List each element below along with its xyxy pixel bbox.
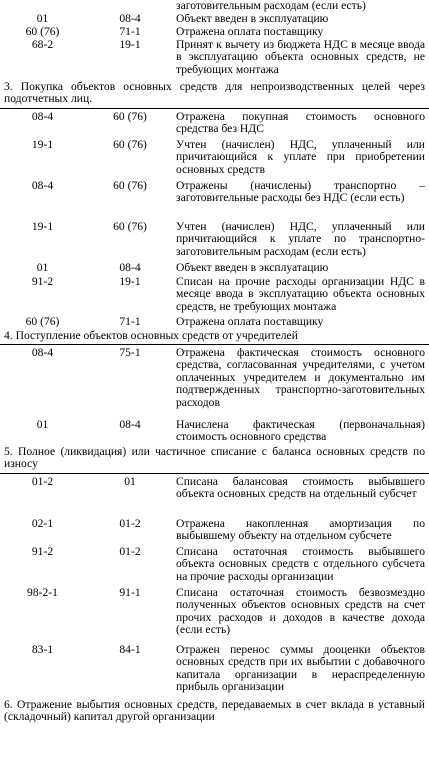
credit-account: 60 (76) — [113, 110, 147, 123]
debit-account: 19-1 — [31, 138, 54, 151]
operation-description: Начислена фактическая (первоначальная) стоимость основного средства — [176, 418, 425, 444]
debit-account: 08-4 — [31, 346, 54, 359]
operation-description: Списана балансовая стоимость выбывшего объекта основных средств на отдельный субсчет — [176, 475, 425, 501]
table-row — [0, 276, 429, 316]
section-3-title: 3. Покупка объектов основных средств для непроизводственных целей через подотчетных лиц. — [4, 80, 425, 106]
operation-description: Учтен (начислен) НДС, уплаченный или причитающийся к уплате по транспортно-заготовительным расходам (если есть) — [176, 220, 425, 258]
table-row — [0, 347, 429, 419]
operation-description: Списан на прочие расходы организации НДС в месяце ввода в эксплуатацию объекта основных средств, не требующих монтажа — [176, 275, 425, 313]
table-row — [0, 262, 429, 276]
table-row — [0, 139, 429, 180]
credit-account: 60 (76) — [113, 220, 147, 233]
credit-account: 91-1 — [119, 586, 141, 599]
debit-account: 01 — [36, 261, 49, 274]
operation-description: Списана остаточная стоимость выбывшего объекта основных средств с отдельного субсчета на прочие расходы организации — [176, 545, 425, 583]
debit-account: 83-1 — [31, 643, 54, 656]
operation-description: Объект введен в эксплуатацию — [176, 261, 329, 274]
table-row — [0, 546, 429, 587]
operation-description: Учтен (начислен) НДС, уплаченный или причитающийся к уплате при приобретении основных средств — [176, 138, 425, 176]
credit-account: 08-4 — [119, 261, 141, 274]
debit-account: 02-1 — [31, 517, 54, 530]
credit-account: 01 — [124, 475, 136, 488]
section-5-title: 5. Полное (ликвидация) или частичное списание с баланса основных средств по износу — [4, 445, 425, 471]
credit-account: 60 (76) — [113, 138, 147, 151]
table-row — [0, 221, 429, 262]
credit-account: 19-1 — [119, 38, 141, 51]
credit-account: 71-1 — [119, 25, 141, 38]
debit-account: 01-2 — [31, 475, 54, 488]
debit-account: 08-4 — [31, 110, 54, 123]
debit-account: 08-4 — [31, 179, 54, 192]
table-row — [0, 39, 429, 81]
table-row — [0, 316, 429, 330]
debit-account: 01 — [36, 418, 49, 431]
table-row — [0, 476, 429, 518]
credit-account: 01-2 — [119, 545, 141, 558]
section-4-title: 4. Поступление объектов основных средств от учредителей — [4, 329, 298, 342]
operation-description: Отражена оплата поставщику — [176, 25, 324, 38]
credit-account: 71-1 — [119, 315, 141, 328]
operation-description: Списана остаточная стоимость безвозмездно полученных объектов основных средств на счет прочих расходов и доходов в качестве дохода (если есть) — [176, 586, 425, 637]
debit-account: 60 (76) — [25, 315, 60, 328]
operation-description: Отражена фактическая стоимость основного средства, согласованная учредителями, с учетом оплаченных учредителем и документально им подтвержденных транспортно-заготовительных расходов — [176, 346, 425, 409]
debit-account: 60 (76) — [25, 25, 60, 38]
operation-description: Отражен перенос суммы дооценки объектов основных средств при их выбытии с добавочного капитала организации в нераспределенную прибыль организации — [176, 643, 425, 694]
operation-description: Принят к вычету из бюджета НДС в месяце ввода в эксплуатацию объекта основных средств, не требующих монтажа — [176, 38, 425, 76]
credit-account: 75-1 — [119, 346, 141, 359]
table-row — [0, 180, 429, 221]
operation-description: Отражена накопленная амортизация по выбывшему объекту на отдельном субсчете — [176, 517, 425, 543]
operation-description: Отражена оплата поставщику — [176, 315, 324, 328]
table-row — [0, 111, 429, 139]
credit-account: 19-1 — [119, 275, 141, 288]
debit-account: 91-2 — [31, 545, 54, 558]
top-fragment-text: заготовительным расходам (если есть) — [176, 0, 366, 12]
debit-account: 98-2-1 — [27, 586, 58, 599]
table-row — [0, 644, 429, 699]
table-row — [0, 518, 429, 546]
credit-account: 60 (76) — [113, 179, 147, 192]
section-6-title: 6. Отражение выбытия основных средств, передаваемых в счет вклада в уставный (складочный) капитал другой организации — [4, 698, 425, 724]
debit-account: 01 — [36, 12, 49, 25]
debit-account: 19-1 — [31, 220, 54, 233]
table-row — [0, 587, 429, 644]
operation-description: Отражена покупная стоимость основного средства без НДС — [176, 110, 425, 136]
debit-account: 91-2 — [31, 275, 54, 288]
credit-account: 01-2 — [119, 517, 141, 530]
operation-description: Объект введен в эксплуатацию — [176, 12, 329, 25]
operation-description: Отражены (начислены) транспортно – заготовительные расходы без НДС (если есть) — [176, 179, 425, 205]
table-row — [0, 419, 429, 446]
debit-account: 68-2 — [31, 38, 54, 51]
credit-account: 08-4 — [119, 12, 141, 25]
credit-account: 84-1 — [119, 643, 141, 656]
credit-account: 08-4 — [119, 418, 141, 431]
